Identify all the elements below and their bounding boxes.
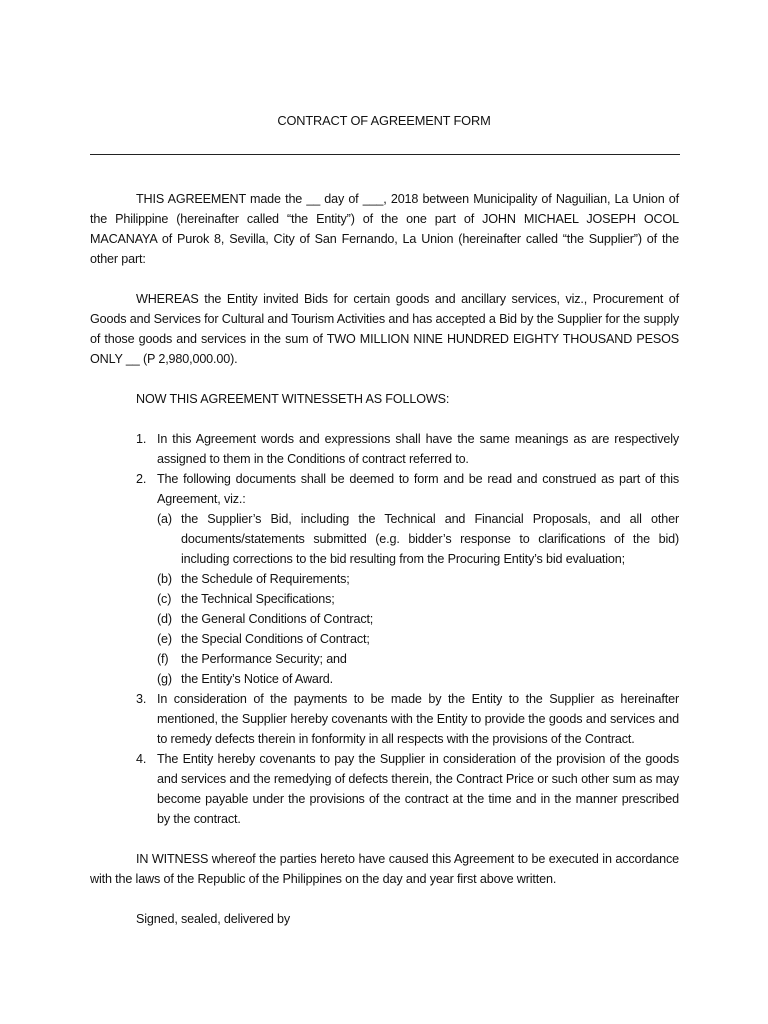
list-item [90,429,679,469]
list-item [90,749,679,829]
sub-item-text: the Supplier’s Bid, including the Technical and Financial Proposals, and all other documents/statements submitted (e.g. bidder’s response to clarifications of the bid) including corrections to the bid resulting from the Procuring Entity’s bid evaluation; [181,512,679,566]
list-item [90,689,679,749]
sub-list [157,509,679,689]
sub-item-letter: (b) [157,572,172,586]
sub-item-letter: (d) [157,612,172,626]
agreement-paragraph: THIS AGREEMENT made the __ day of ___, 2018 between Municipality of Naguilian, La Union of the Philippine (hereinafter called “the Entity”) of the one part of JOHN MICHAEL JOSEPH OCOL MACANAYA of Purok 8, Sevilla, City of San Fernando, La Union (hereinafter called “the Supplier”) of the other part: [90,192,679,266]
sub-list-item [157,669,679,689]
list-item-number: 3. [136,692,147,706]
sub-list-item [157,509,679,569]
list-item-number: 4. [136,752,147,766]
sub-item-letter: (a) [157,512,172,526]
witnesseth-heading: NOW THIS AGREEMENT WITNESSETH AS FOLLOWS: [136,392,450,406]
list-item-text: In this Agreement words and expressions shall have the same meanings as are respectively assigned to them in the Conditions of contract referred to. [157,432,679,466]
list-item-number: 2. [136,472,147,486]
sub-item-text: the Schedule of Requirements; [181,572,350,586]
in-witness-paragraph: IN WITNESS whereof the parties hereto have caused this Agreement to be executed in accordance with the laws of the Republic of the Philippines on the day and year first above written. [90,852,679,886]
sub-item-text: the Special Conditions of Contract; [181,632,370,646]
list-item-text: The Entity hereby covenants to pay the Supplier in consideration of the provision of the goods and services and the remedying of defects therein, the Contract Price or such other sum as may become payable under the provisions of the contract at the time and in the manner prescribed by the contract. [157,752,679,826]
list-item [90,469,679,689]
document-body [90,189,679,929]
sub-item-text: the Entity’s Notice of Award. [181,672,333,686]
sub-list-item [157,609,679,629]
whereas-paragraph: WHEREAS the Entity invited Bids for certain goods and ancillary services, viz., Procurement of Goods and Services for Cultural and Tourism Activities and has accepted a Bid by the Supplier for the supply of those goods and services in the sum of TWO MILLION NINE HUNDRED EIGHTY THOUSAND PESOS ONLY __ (P 2,980,000.00). [90,292,679,366]
document-title: CONTRACT OF AGREEMENT FORM [277,113,491,128]
sub-item-text: the Technical Specifications; [181,592,335,606]
sub-item-letter: (e) [157,632,172,646]
sub-item-letter: (f) [157,652,169,666]
sub-item-text: the Performance Security; and [181,652,347,666]
list-item-text: In consideration of the payments to be made by the Entity to the Supplier as hereinafter mentioned, the Supplier hereby covenants with the Entity to provide the goods and services and to remedy defects therein in fonformity in all respects with the provisions of the Contract. [157,692,679,746]
sub-item-letter: (c) [157,592,172,606]
numbered-list [90,429,679,829]
list-item-number: 1. [136,432,147,446]
signature-line-text: Signed, sealed, delivered by [136,912,291,926]
sub-list-item [157,589,679,609]
title-divider [90,154,680,155]
sub-list-item [157,649,679,669]
sub-list-item [157,569,679,589]
sub-item-letter: (g) [157,672,172,686]
list-item-text: The following documents shall be deemed to form and be read and construed as part of this Agreement, viz.: [157,472,679,506]
sub-list-item [157,629,679,649]
sub-item-text: the General Conditions of Contract; [181,612,374,626]
